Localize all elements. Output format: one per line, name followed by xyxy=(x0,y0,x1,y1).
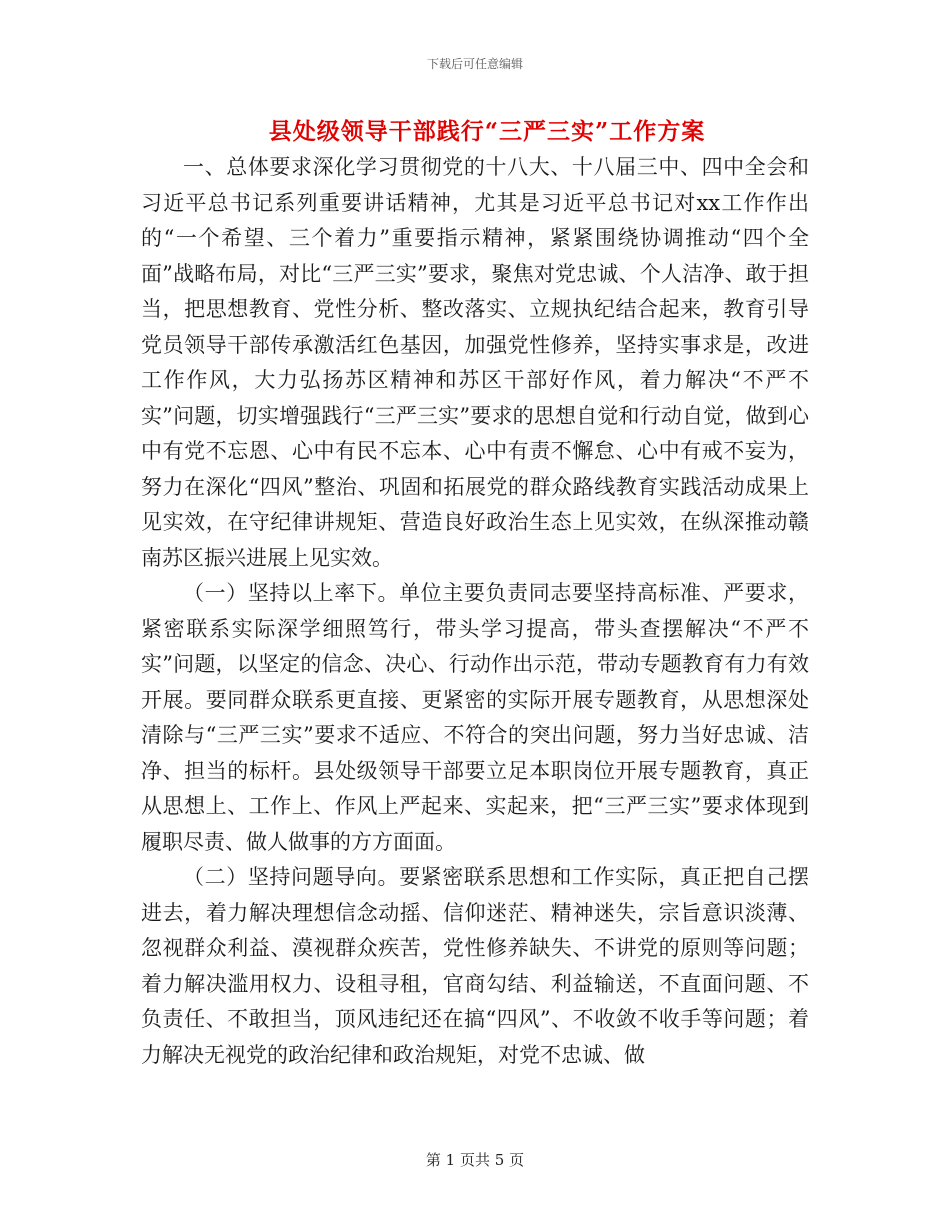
page-number-footer: 第 1 页共 5 页 xyxy=(425,1151,525,1169)
document-title: 县处级领导干部践行“三严三实”工作方案 xyxy=(268,118,706,145)
paragraph-general-requirements: 一、总体要求深化学习贯彻党的十八大、十八届三中、四中全会和习近平总书记系列重要讲话精神，尤其是习近平总书记对xx工作作出的“一个希望、三个着力”重要指示精神，紧紧围绕协调推动“四个全面”战略布局，对比“三严三实”要求，聚焦对党忠诚、个人洁净、敢于担当，把思想教育、党性分析、整改落实、立规执纪结合起来，教育引导党员领导干部传承激活红色基因，加强党性修养，坚持实事求是，改进工作作风，大力弘扬苏区精神和苏区干部好作风，着力解决“不严不实”问题，切实增强践行“三严三实”要求的思想自觉和行动自觉，做到心中有党不忘恩、心中有民不忘本、心中有责不懈怠、心中有戒不妄为，努力在深化“四风”整治、巩固和拓展党的群众路线教育实践活动成果上见实效，在守纪律讲规矩、营造良好政治生态上见实效，在纵深推动赣南苏区振兴进展上见实效。 xyxy=(141,155,809,570)
document-body xyxy=(141,150,809,1073)
paragraph-problem-oriented: （二）坚持问题导向。要紧密联系思想和工作实际，真正把自己摆进去，着力解决理想信念动摇、信仰迷茫、精神迷失，宗旨意识淡薄、忽视群众利益、漠视群众疾苦，党性修养缺失、不讲党的原则等问题；着力解决滥用权力、设租寻租，官商勾结、利益输送，不直面问题、不负责任、不敢担当，顶风违纪还在搞“四风”、不收敛不收手等问题；着力解决无视党的政治纪律和政治规矩，对党不忠诚、做 xyxy=(141,865,809,1067)
header-note: 下载后可任意编辑 xyxy=(426,57,523,71)
paragraph-lead-by-example: （一）坚持以上率下。单位主要负责同志要坚持高标准、严要求，紧密联系实际深学细照笃行，带头学习提高，带头查摆解决“不严不实”问题，以坚定的信念、决心、行动作出示范，带动专题教育有力有效开展。要同群众联系更直接、更紧密的实际开展专题教育，从思想深处清除与“三严三实”要求不适应、不符合的突出问题，努力当好忠诚、洁净、担当的标杆。县处级领导干部要立足本职岗位开展专题教育，真正从思想上、工作上、作风上严起来、实起来，把“三严三实”要求体现到履职尽责、做人做事的方方面面。 xyxy=(141,581,809,854)
